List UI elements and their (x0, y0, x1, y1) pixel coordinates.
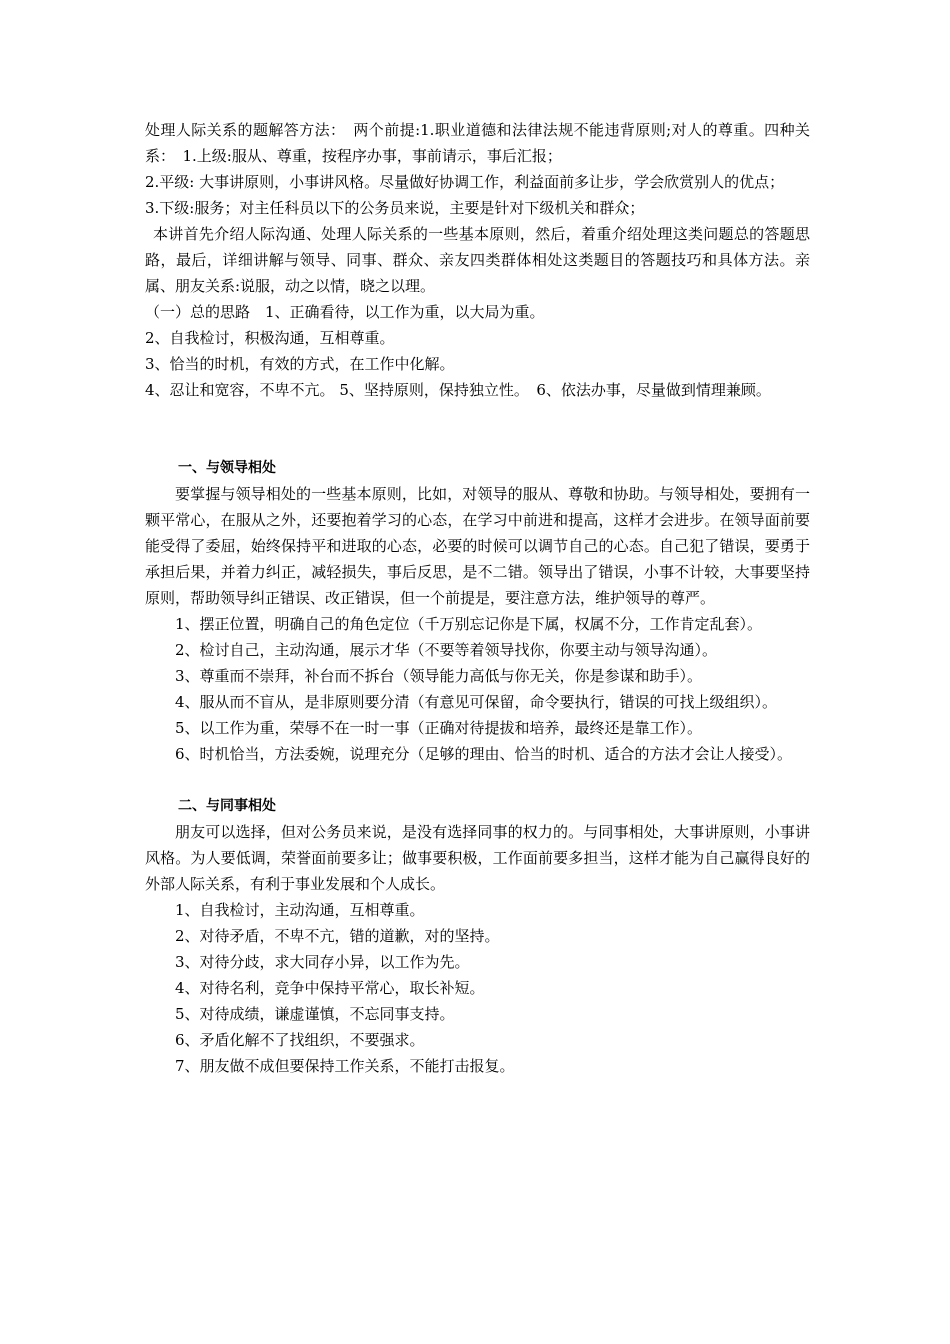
list-item: 7、朋友做不成但要保持工作关系，不能打击报复。 (175, 1057, 515, 1075)
intro-line: 4、忍让和宽容，不卑不亢。 5、坚持原则，保持独立性。 6、依法办事，尽量做到情理兼顾。 (145, 381, 771, 399)
section-heading: 二、与同事相处 (178, 798, 276, 814)
list-item: 3、尊重而不崇拜，补台而不拆台（领导能力高低与你无关，你是参谋和助手）。 (175, 667, 703, 685)
intro-line: 处理人际关系的题解答方法： 两个前提:1.职业道德和法律法规不能违背原则;对人的尊重。四种关系： 1.上级:服从、尊重，按程序办事，事前请示，事后汇报； (145, 121, 810, 165)
list-item: 2、对待矛盾，不卑不亢，错的道歉，对的坚持。 (175, 927, 500, 945)
list-item: 1、摆正位置，明确自己的角色定位（千万别忘记你是下属，权属不分，工作肯定乱套）。 (175, 615, 763, 633)
list-item: 4、服从而不盲从，是非原则要分清（有意见可保留，命令要执行，错误的可找上级组织）。 (175, 693, 778, 711)
spacer (145, 403, 810, 455)
section-paragraph: 朋友可以选择，但对公务员来说，是没有选择同事的权力的。与同事相处，大事讲原则，小事讲风格。为人要低调，荣誉面前要多让；做事要积极，工作面前要多担当，这样才能为自己赢得良好的外部人际关系，有利于事业发展和个人成长。 (145, 823, 810, 893)
list-item: 5、以工作为重，荣辱不在一时一事（正确对待提拔和培养，最终还是靠工作）。 (175, 719, 703, 737)
section-paragraph: 要掌握与领导相处的一些基本原则，比如，对领导的服从、尊敬和协助。与领导相处，要拥有一颗平常心，在服从之外，还要抱着学习的心态，在学习中前进和提高，这样才会进步。在领导面前要能受得了委屈，始终保持平和进取的心态，必要的时候可以调节自己的心态。自己犯了错误，要勇于承担后果，并着力纠正，减轻损失，事后反思，是不二错。领导出了错误，小事不计较，大事要坚持原则，帮助领导纠正错误、改正错误，但一个前提是，要注意方法，维护领导的尊严。 (145, 485, 810, 607)
intro-line: 本讲首先介绍人际沟通、处理人际关系的一些基本原则，然后，着重介绍处理这类问题总的答题思路，最后，详细讲解与领导、同事、群众、亲友四类群体相处这类题目的答题技巧和具体方法。亲属、朋友关系:说服，动之以情，晓之以理。 (145, 225, 810, 295)
list-item: 3、对待分歧，求大同存小异，以工作为先。 (175, 953, 470, 971)
spacer (145, 767, 810, 793)
intro-line: 3.下级:服务；对主任科员以下的公务员来说，主要是针对下级机关和群众； (145, 199, 645, 217)
list-item: 4、对待名利，竞争中保持平常心，取长补短。 (175, 979, 485, 997)
intro-line: （一）总的思路 1、正确看待，以工作为重，以大局为重。 (145, 303, 545, 321)
intro-line: 3、恰当的时机，有效的方式，在工作中化解。 (145, 355, 455, 373)
list-item: 6、矛盾化解不了找组织，不要强求。 (175, 1031, 425, 1049)
list-item: 5、对待成绩，谦虚谨慎，不忘同事支持。 (175, 1005, 455, 1023)
document-page (145, 117, 810, 1079)
section-heading: 一、与领导相处 (178, 460, 276, 476)
intro-line: 2.平级: 大事讲原则，小事讲风格。尽量做好协调工作，利益面前多让步，学会欣赏别人的优点； (145, 173, 785, 191)
intro-line: 2、自我检讨，积极沟通，互相尊重。 (145, 329, 395, 347)
list-item: 2、检讨自己，主动沟通，展示才华（不要等着领导找你，你要主动与领导沟通）。 (175, 641, 718, 659)
list-item: 6、时机恰当，方法委婉，说理充分（足够的理由、恰当的时机、适合的方法才会让人接受）。 (175, 745, 793, 763)
list-item: 1、自我检讨，主动沟通，互相尊重。 (175, 901, 425, 919)
